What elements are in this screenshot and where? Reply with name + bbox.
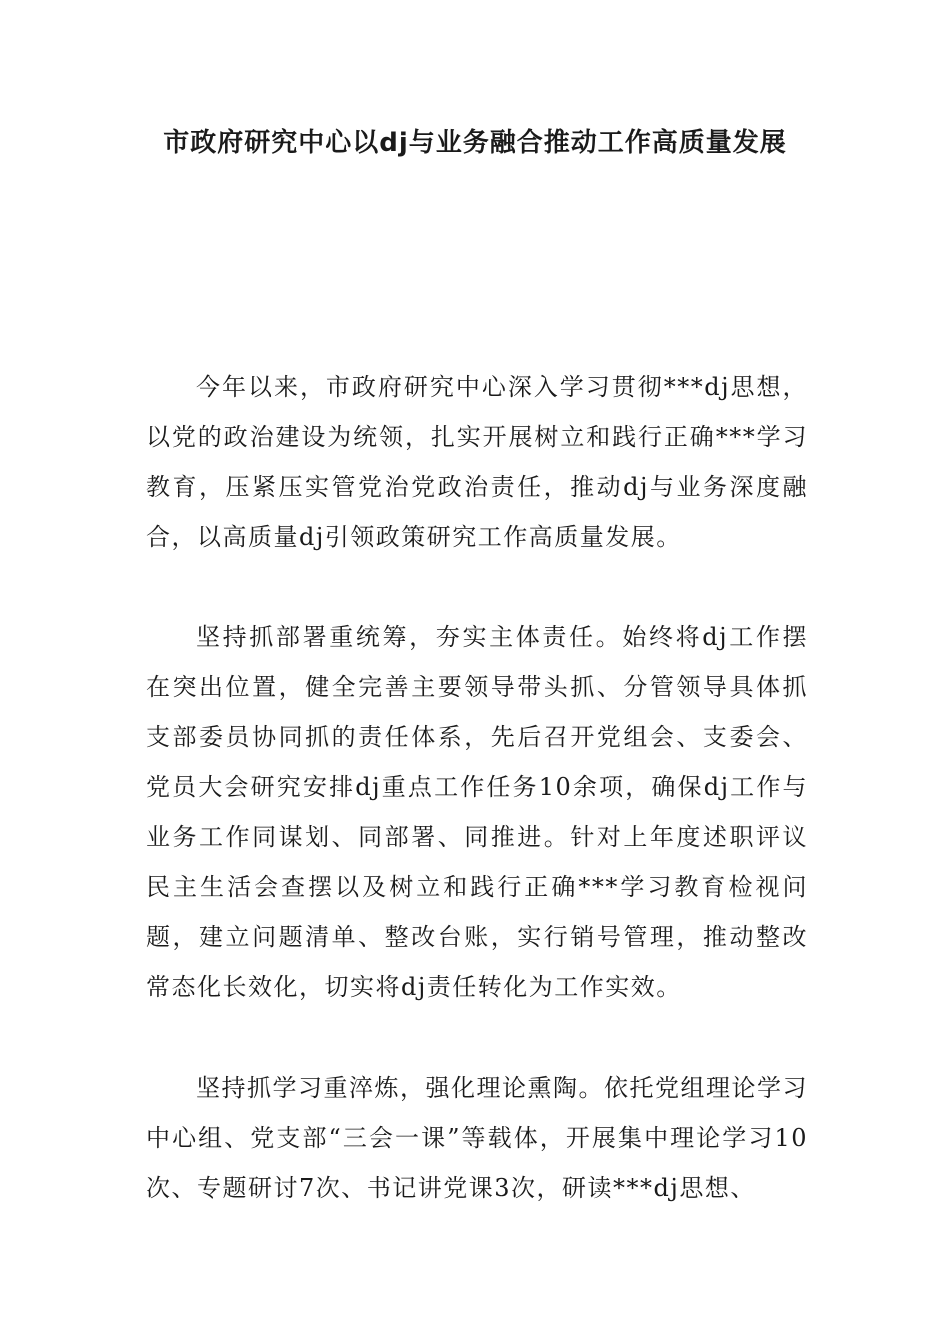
paragraph-study: 坚持抓学习重淬炼，强化理论熏陶。依托党组理论学习中心组、党支部“三会一课”等载体，开展集中理论学习10次、专题研讨7次、书记讲党课3次，研读***dj思想、 [146, 1074, 808, 1202]
paragraph-responsibility: 坚持抓部署重统筹，夯实主体责任。始终将dj工作摆在突出位置，健全完善主要领导带头抓、分管领导具体抓支部委员协同抓的责任体系，先后召开党组会、支委会、党员大会研究安排dj重点工作任务10余项，确保dj工作与业务工作同谋划、同部署、同推进。针对上年度述职评议民主生活会查摆以及树立和践行正确***学习教育检视问题，建立问题清单、整改台账，实行销号管理，推动整改常态化长效化，切实将dj责任转化为工作实效。 [146, 623, 808, 1001]
paragraph-intro: 今年以来，市政府研究中心深入学习贯彻***dj思想，以党的政治建设为统领，扎实开展树立和践行正确***学习教育，压紧压实管党治党政治责任，推动dj与业务深度融合，以高质量dj引领政策研究工作高质量发展。 [146, 373, 808, 551]
document-title: 市政府研究中心以dj与业务融合推动工作高质量发展 [163, 128, 787, 158]
